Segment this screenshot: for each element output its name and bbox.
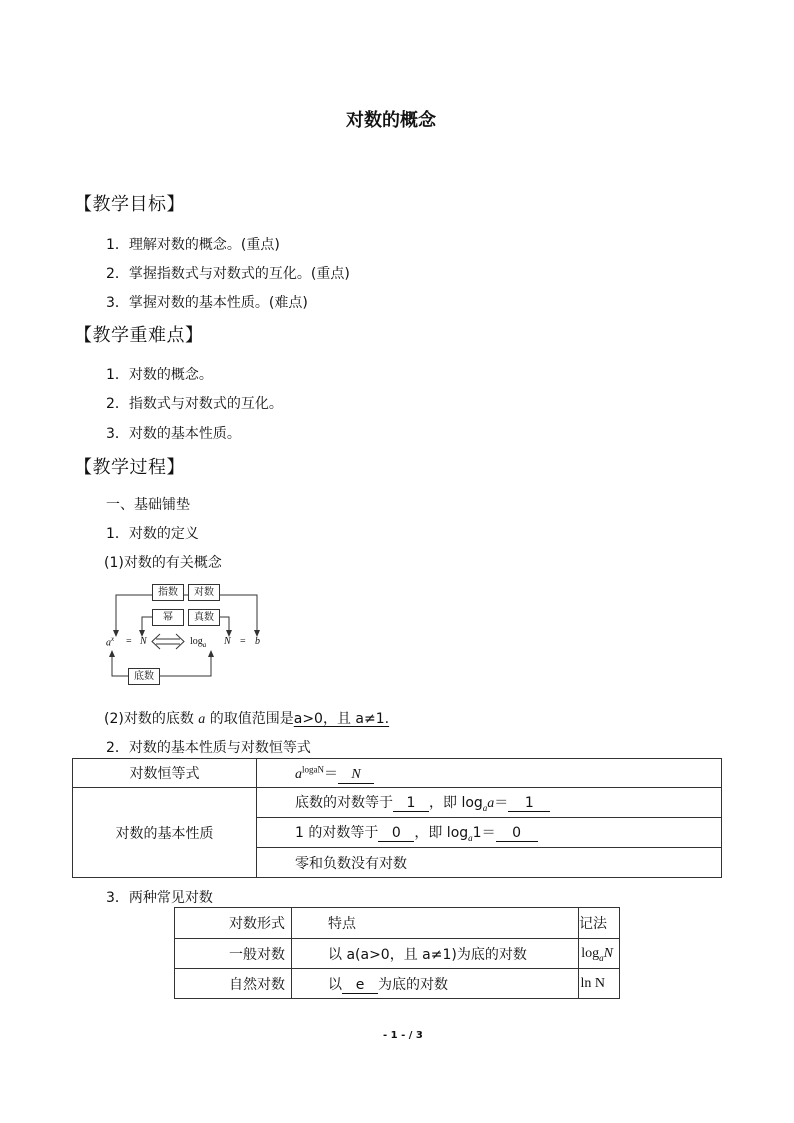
diagram-box-power: 幂 [152, 609, 184, 626]
table1-row2c: 零和负数没有对数 [257, 848, 722, 878]
table1-row2-label: 对数的基本性质 [73, 788, 257, 878]
table1-row2b: 1 的对数等于 0 ，即 $\log_a1= 0$ [257, 818, 722, 848]
table1-row2a: 底数的对数等于 1 ，即 $\log_aa= 1$ [257, 788, 722, 818]
section-heading-key: 【教学重难点】 [74, 325, 204, 346]
diagram-box-log: 对数 [188, 584, 220, 601]
table2-r1-notation: $\log_aN$ [579, 939, 620, 969]
table2-r1-label: 一般对数 [175, 939, 292, 969]
process-point-2: 2．对数的基本性质与对数恒等式 [106, 740, 311, 756]
process-point-1b: (2)对数的底数 a 的取值范围是a>0，且 a≠1. [104, 711, 390, 727]
section-heading-process: 【教学过程】 [74, 457, 185, 478]
page-title: 对数的概念 [346, 110, 436, 131]
common-logs-table [174, 907, 620, 999]
diagram-box-index: 指数 [152, 584, 184, 601]
process-point-1a: (1)对数的有关概念 [104, 555, 222, 571]
diagram-box-base: 底数 [128, 668, 160, 685]
key-item-3: 3．对数的基本性质。 [106, 426, 241, 442]
log-concept-diagram [100, 578, 280, 690]
process-point-1: 1．对数的定义 [106, 526, 199, 542]
table2-r2-notation: ln N [579, 969, 620, 999]
table2-r1-feature: 以 a(a>0，且 a≠1)为底的对数 [292, 939, 579, 969]
table2-r2-feature: 以 e 为底的对数 [292, 969, 579, 999]
diagram-eq-sign2: = [240, 636, 246, 647]
section-heading-goals: 【教学目标】 [74, 194, 185, 215]
goal-item-2: 2．掌握指数式与对数式的互化。(重点) [106, 266, 350, 282]
table2-header-feature: 特点 [292, 908, 579, 939]
table2-r2-label: 自然对数 [175, 969, 292, 999]
table2-header-form: 对数形式 [175, 908, 292, 939]
diagram-eq-left: $a^x$ [106, 635, 115, 649]
diagram-box-true: 真数 [188, 609, 220, 626]
log-properties-table [72, 758, 722, 878]
table1-row1-label: 对数恒等式 [73, 759, 257, 788]
goal-item-1: 1．理解对数的概念。(重点) [106, 237, 280, 253]
process-point-3: 3．两种常见对数 [106, 890, 213, 906]
diagram-eq-sign: = [126, 636, 132, 647]
page-footer: - 1 - / 3 [383, 1030, 423, 1041]
diagram-eq-N2: N [224, 636, 231, 647]
diagram-eq-N: N [140, 636, 147, 647]
table1-row1-content: $a^{logaN}= N$ [257, 759, 722, 788]
goal-item-3: 3．掌握对数的基本性质。(难点) [106, 295, 308, 311]
key-item-2: 2．指数式与对数式的互化。 [106, 396, 283, 412]
process-part-1: 一、基础铺垫 [106, 497, 190, 513]
key-item-1: 1．对数的概念。 [106, 367, 213, 383]
diagram-eq-b: b [255, 636, 260, 647]
table2-header-notation: 记法 [579, 908, 620, 939]
diagram-eq-log: $\log_a$ [190, 636, 207, 649]
